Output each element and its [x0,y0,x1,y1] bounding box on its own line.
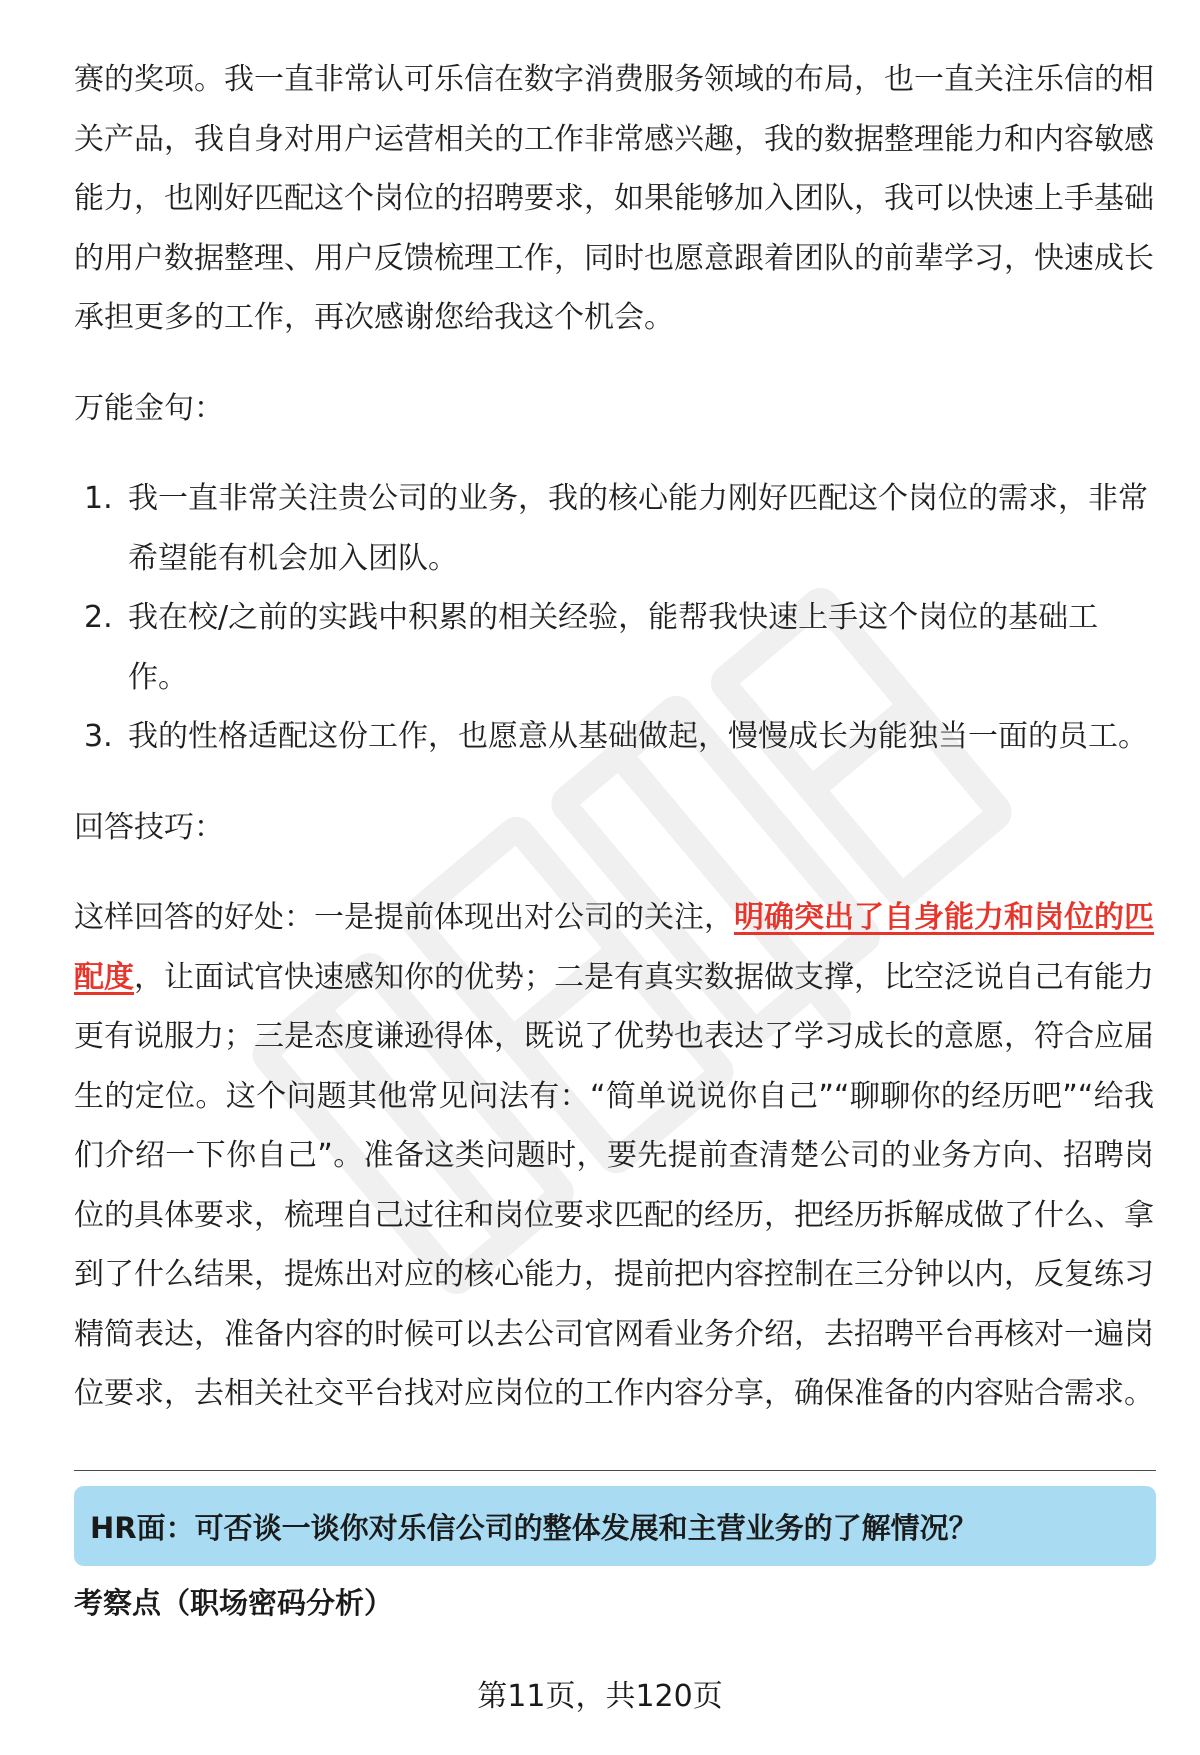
golden-sentences-label: 万能金句： [74,390,224,426]
list-item-text: 我一直非常关注贵公司的业务，我的核心能力刚好匹配这个岗位的需求，非常希望能有机会加入团队。 [128,481,1148,576]
section-divider [74,1470,1156,1471]
question-title: HR面：可否谈一谈你对乐信公司的整体发展和主营业务的了解情况？ [90,1510,978,1545]
list-item-text: 我的性格适配这份工作，也愿意从基础做起，慢慢成长为能独当一面的员工。 [128,719,1148,754]
analysis-subheading: 考察点（职场密码分析） [74,1586,394,1620]
question-box [74,1486,1156,1566]
tips-text-before: 这样回答的好处：一是提前体现出对公司的关注， [74,900,734,935]
list-item-text: 我在校/之前的实践中积累的相关经验，能帮我快速上手这个岗位的基础工作。 [128,600,1099,695]
list-item [74,588,1154,707]
list-item [74,469,1154,588]
tips-paragraph [74,888,1154,1424]
list-item-number: 2. [84,600,113,635]
tips-text-after: ，让面试官快速感知你的优势；二是有真实数据做支撑，比空泛说自己有能力更有说服力；三是态度谦逊得体，既说了优势也表达了学习成长的意愿，符合应届生的定位。这个问题其他常见问法有：“简单说说你自己”“聊聊你的经历吧”“给我们介绍一下你自己”。准备这类问题时，要先提前查清楚公司的业务方向、招聘岗位的具体要求，梳理自己过往和岗位要求匹配的经历，把经历拆解成做了什么、拿到了什么结果，提炼出对应的核心能力，提前把内容控制在三分钟以内，反复练习精简表达，准备内容的时候可以去公司官网看业务介绍，去招聘平台再核对一遍岗位要求，去相关社交平台找对应岗位的工作内容分享，确保准备的内容贴合需求。 [74,959,1154,1411]
tips-label: 回答技巧： [74,809,224,845]
list-item [74,707,1154,767]
intro-paragraph: 赛的奖项。我一直非常认可乐信在数字消费服务领域的布局，也一直关注乐信的相关产品，我自身对用户运营相关的工作非常感兴趣，我的数据整理能力和内容敏感能力，也刚好匹配这个岗位的招聘要求，如果能够加入团队，我可以快速上手基础的用户数据整理、用户反馈梳理工作，同时也愿意跟着团队的前辈学习，快速成长承担更多的工作，再次感谢您给我这个机会。 [74,62,1154,335]
document-body [74,50,1154,1424]
golden-sentences-list [74,469,1154,767]
list-item-number: 3. [84,719,113,754]
tips-highlight: 明确突出了自身能力和岗位的匹配度 [74,900,1154,995]
list-item-number: 1. [84,481,113,516]
page-indicator: 第11页，共120页 [477,1679,723,1714]
